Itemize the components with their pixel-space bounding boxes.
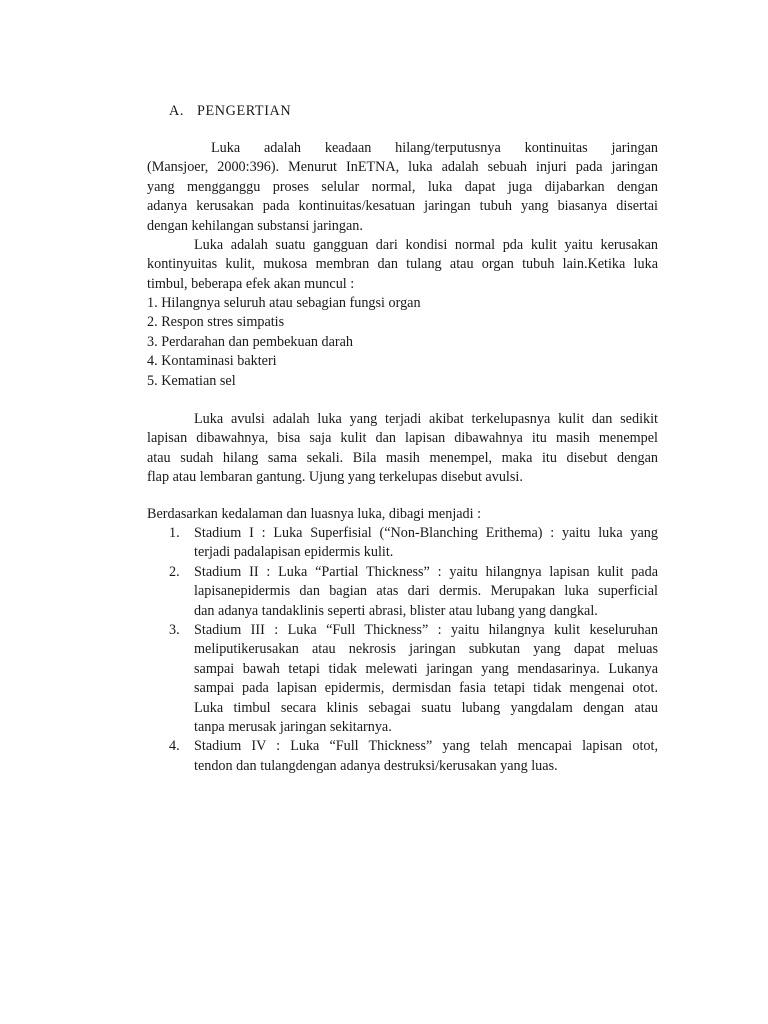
- stadium-line: meliputikerusakan atau nekrosis jaringan subkutan yang dapat meluas: [194, 641, 658, 658]
- paragraph-effects-intro: [147, 236, 658, 294]
- stadium-line: sampai pada lapisan epidermis, dermisdan fasia tetapi tidak mengenai otot.: [194, 680, 658, 697]
- stadium-intro-text: Berdasarkan kedalaman dan luasnya luka, dibagi menjadi :: [147, 506, 482, 522]
- list-item: 2. Respon stres simpatis: [147, 314, 285, 331]
- stadium-item: [147, 737, 658, 776]
- stadium-line: sampai bawah tetapi tidak melewati jaringan yang mendasarinya. Lukanya: [194, 660, 658, 677]
- paragraph-line: Luka adalah keadaan hilang/terputusnya kontinuitas jaringan: [211, 140, 658, 156]
- stadium-item: [147, 524, 658, 563]
- list-item: 3. Perdarahan dan pembekuan darah: [147, 333, 354, 350]
- paragraph-line: flap atau lembaran gantung. Ujung yang terkelupas disebut avulsi.: [147, 469, 523, 486]
- paragraph-line: Luka avulsi adalah luka yang terjadi akibat terkelupasnya kulit dan sedikit: [194, 411, 658, 427]
- stadium-number: 1.: [169, 525, 180, 541]
- effects-list: [147, 294, 658, 391]
- stadium-intro: [147, 505, 658, 524]
- stadium-item: [147, 563, 658, 621]
- section-title: PENGERTIAN: [197, 103, 292, 119]
- stadium-line: lapisanepidermis dan bagian atas dari dermis. Merupakan luka superficial: [194, 583, 658, 600]
- paragraph-line: yang mengganggu proses selular normal, luka dapat juga dijabarkan dengan: [147, 178, 658, 195]
- stadium-line: dan adanya tandaklinis seperti abrasi, blister atau lubang yang dangkal.: [194, 602, 598, 619]
- stadium-line: Stadium I : Luka Superfisial (“Non-Blanching Erithema) : yaitu luka yang: [194, 525, 658, 541]
- list-item: 4. Kontaminasi bakteri: [147, 353, 277, 370]
- stadium-list: [147, 524, 658, 776]
- stadium-number: 3.: [169, 621, 180, 638]
- paragraph-line: kontinyuitas kulit, mukosa membran dan tulang atau organ tubuh lain.Ketika luka: [147, 256, 658, 273]
- paragraph-line: (Mansjoer, 2000:396). Menurut InETNA, luka adalah sebuah injuri pada jaringan: [147, 159, 658, 176]
- stadium-line: Luka timbul secara klinis sebagai suatu lubang yangdalam dengan atau: [194, 699, 658, 716]
- stadium-line: Stadium IV : Luka “Full Thickness” yang telah mencapai lapisan otot,: [194, 738, 658, 755]
- stadium-item: [147, 621, 658, 737]
- stadium-number: 2.: [169, 563, 180, 580]
- list-item: 5. Kematian sel: [147, 372, 236, 389]
- stadium-line: Stadium II : Luka “Partial Thickness” : yaitu hilangnya lapisan kulit pada: [194, 563, 658, 580]
- paragraph-line: lapisan dibawahnya, bisa saja kulit dan lapisan dibawahnya itu masih menempel: [147, 430, 658, 447]
- paragraph-line: timbul, beberapa efek akan muncul :: [147, 275, 355, 292]
- paragraph-definition: [147, 139, 658, 236]
- paragraph-line: adanya kerusakan pada kontinuitas/kesatuan jaringan tubuh yang biasanya disertai: [147, 198, 658, 215]
- list-item: 1. Hilangnya seluruh atau sebagian fungsi organ: [147, 295, 421, 311]
- stadium-line: terjadi padalapisan epidermis kulit.: [194, 544, 394, 561]
- stadium-line: Stadium III : Luka “Full Thickness” : yaitu hilangnya kulit keseluruhan: [194, 621, 658, 638]
- paragraph-line: dengan kehilangan substansi jaringan.: [147, 217, 363, 234]
- paragraph-line: Luka adalah suatu gangguan dari kondisi normal pda kulit yaitu kerusakan: [194, 237, 658, 253]
- stadium-line: tanpa merusak jaringan sekitarnya.: [194, 718, 392, 735]
- section-number: A.: [169, 103, 184, 119]
- paragraph-line: atau sudah hilang sama sekali. Bila masih menempel, maka itu disebut dengan: [147, 449, 658, 466]
- stadium-number: 4.: [169, 738, 180, 755]
- stadium-line: tendon dan tulangdengan adanya destruksi/kerusakan yang luas.: [194, 757, 558, 774]
- section-heading: [169, 103, 291, 120]
- paragraph-avulsion: [147, 410, 658, 488]
